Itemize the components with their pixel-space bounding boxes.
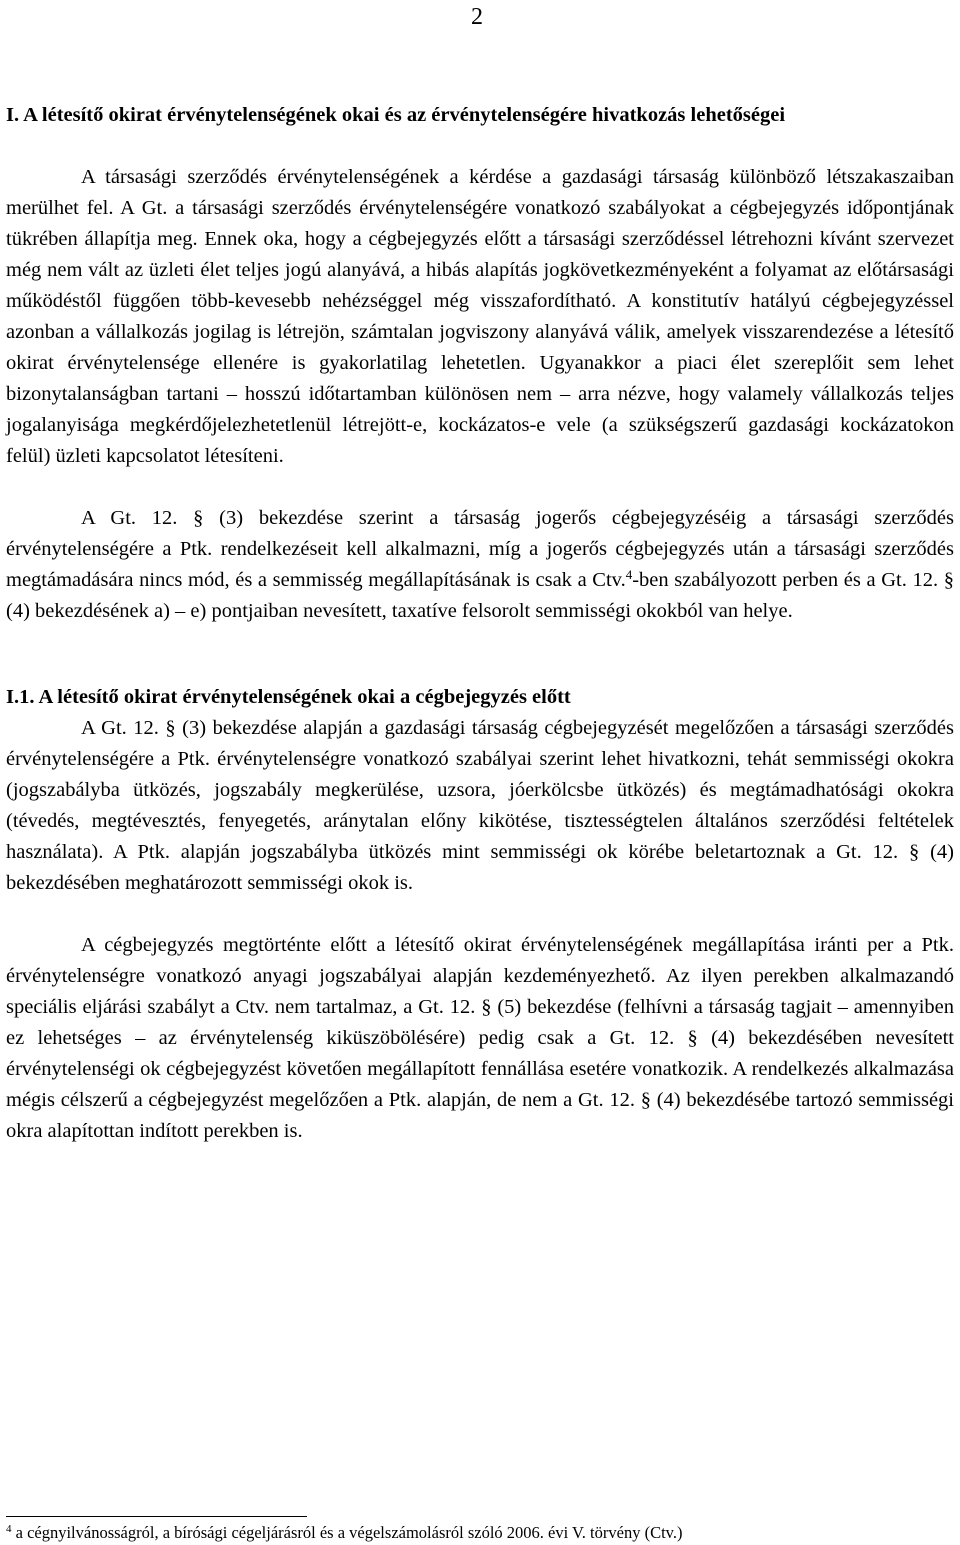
paragraph-2-text-a: A Gt. 12. § (3) bekezdése szerint a társaság jogerős cégbejegyzéséig a társasági szerződés érvénytelenségére a Ptk. rendelkezéseit kell alkalmazni, míg a jogerős cégbejegyzés után a társasági szerződés megtámadására nincs mód, és a semmisség megállapításának is csak a Ctv. — [6, 507, 954, 591]
spacer — [6, 131, 954, 162]
footnote-reference[interactable]: 4 — [625, 567, 633, 582]
spacer — [6, 627, 954, 682]
footnote-text: a cégnyilvánosságról, a bírósági cégeljárásról és a végelszámolásról szóló 2006. évi V. törvény (Ctv.) — [11, 1523, 683, 1542]
spacer — [6, 472, 954, 503]
spacer — [6, 899, 954, 930]
paragraph-2-text-b: -ben szabályozott perben és a Gt. 12. § (4) bekezdésének a) – e) pontjaiban nevesített, taxatíve felsorolt semmisségi okokból van helye. — [6, 569, 954, 622]
footnote-separator — [6, 1516, 307, 1517]
paragraph-2 — [6, 503, 954, 627]
document-body — [6, 100, 954, 1147]
footnote-mark: 4 — [6, 1523, 12, 1535]
section-heading-1: I. A létesítő okirat érvénytelenségének okai és az érvénytelenségére hivatkozás lehetőségei — [6, 104, 786, 126]
section-heading-1-1: I.1. A létesítő okirat érvénytelenségének okai a cégbejegyzés előtt — [6, 686, 571, 708]
footnote — [6, 1523, 954, 1543]
paragraph-4: A cégbejegyzés megtörténte előtt a létesítő okirat érvénytelenségének megállapítása iránti per a Ptk. érvénytelenségre vonatkozó anyagi jogszabályai alapján kezdeményezhető. Az ilyen perekben alkalmazandó speciális eljárási szabályt a Ctv. nem tartalmaz, a Gt. 12. § (5) bekezdése (felhívni a társaság tagjait – amennyiben ez lehetséges – az érvénytelenség kiküszöbölésére) pedig csak a Gt. 12. § (4) bekezdésében nevesített érvénytelenségi ok cégbejegyzést követően megállapított fennállása esetére vonatkozik. A rendelkezés alkalmazása mégis célszerű a cégbejegyzést megelőzően a Ptk. alapján, de nem a Gt. 12. § (4) bekezdésébe tartozó semmisségi okra alapítottan indított perekben is. — [6, 934, 954, 1142]
paragraph-1: A társasági szerződés érvénytelenségének a kérdése a gazdasági társaság különböző létszakaszaiban merülhet fel. A Gt. a társasági szerződés érvénytelenségére vonatkozó szabályokat a cégbejegyzés időpontjának tükrében állapítja meg. Ennek oka, hogy a cégbejegyzés előtt a társasági szerződéssel létrehozni kívánt szervezet még nem vált az üzleti élet teljes jogú alanyává, a hibás alapítás jogkövetkezményeként a folyamat az előtársasági működéstől függően több-kevesebb nehézséggel még visszafordítható. A konstitutív hatályú cégbejegyzéssel azonban a vállalkozás jogilag is létrejön, számtalan jogviszony alanyává válik, amelyek visszarendezése a létesítő okirat érvénytelensége ellenére is gyakorlatilag lehetetlen. Ugyanakkor a piaci élet szereplőit sem lehet bizonytalanságban tartani – hosszú időtartamban különösen nem – arra nézve, hogy valamely vállalkozás teljes jogalanyisága megkérdőjelezhetetlenül létrejött-e, kockázatos-e vele (a szükségszerű gazdasági kockázatokon felül) üzleti kapcsolatot létesíteni. — [6, 166, 954, 467]
page-number: 2 — [471, 4, 483, 30]
paragraph-3: A Gt. 12. § (3) bekezdése alapján a gazdasági társaság cégbejegyzését megelőzően a társasági szerződés érvénytelenségére a Ptk. érvénytelenségre vonatkozó szabályai szerint lehet hivatkozni, tehát semmisségi okokra (jogszabályba ütközés, jogszabály megkerülése, uzsora, jóerkölcsbe ütközés) és megtámadhatósági okokra (tévedés, megtévesztés, fenyegetés, aránytalan előny kikötése, tisztességtelen általános szerződési feltételek használata). A Ptk. alapján jogszabályba ütközés mint semmisségi ok körébe beletartoznak a Gt. 12. § (4) bekezdésében meghatározott semmisségi okok is. — [6, 717, 954, 894]
